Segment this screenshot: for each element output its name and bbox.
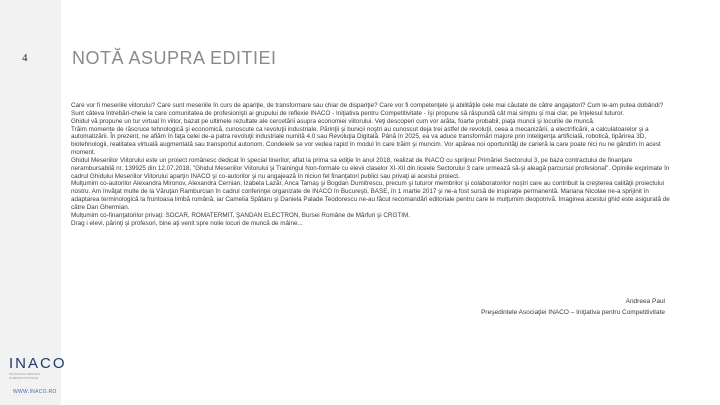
- body-text: [71, 102, 671, 228]
- page-title: NOTĂ ASUPRA EDITIEI: [72, 48, 277, 68]
- logo-tagline: INIŢIATIVA PENTRU COMPETITIVITATE: [9, 372, 41, 380]
- sidebar: [0, 0, 67, 405]
- signature: [481, 296, 665, 318]
- signature-name: Andreea Paul: [625, 298, 665, 305]
- paragraph-project: Ghidul Meseriilor Viitorului este un proiect românesc dedicat în special tinerilor, aflat la prima sa ediţie în anul 2018, realizat de INACO cu sprijinul Primăriei Sectorului 3, pe baza contractului de finanţare nerambursabilă nr. 139925 din 12.07.2018, "Ghidul Meseriilor Viitorului şi Trainingul Non-formale cu elevii claselor XI-XII din liceele Sectorului 3 care urmează să-şi aleagă parcursul profesional". Opiniile exprimate în cadrul Ghidului Meseriilor Viitorului aparţin INACO şi co-autorilor şi nu angajează în niciun fel finanţatori publici sau privaţi ai acestui proiect.: [71, 156, 670, 180]
- paragraph-questions: Care vor fi meseriile viitorului? Care sunt meseriile în curs de apariţie, de transformare sau chiar de dispariţie? Care vor fi competenţele şi abilităţile cele mai căutate de către angajatori? Cum le-am putea dobândi? Sunt câteva întrebări-cheie la care comunitatea de profesionişti ai grupului de reflexie INACO - Iniţiativa pentru Competitivitate - îşi propune să răspundă cât mai simplu şi mai clar, pe înţelesul tuturor.: [71, 102, 664, 117]
- website-link[interactable]: WWW.INACO.RO: [13, 389, 57, 395]
- page-number: 4: [22, 52, 28, 64]
- paragraph-virtual-tour: Ghidul vă propune un tur virtual în viitor, bazat pe ultimele rezultate ale cercetării asupra economiei viitorului. Veţi descoperi cum vor arăta, foarte probabil, piaţa muncii şi locurile de muncă.: [71, 117, 595, 125]
- signature-role: Preşedintele Asociaţiei INACO – Iniţiativa pentru Competitivitate: [481, 309, 665, 316]
- paragraph-cofinancers: Mulţumim co-finanţatorilor privaţi: SOCAR, ROMATERMIT, ŞANDAN ELECTRON, Bursei Române de Mărfuri şi CRGTIM.: [71, 211, 410, 219]
- paragraph-welcome: Drag i elevi, părinţi şi profesori, bine aţi venit spre noile locuri de muncă de mâine...: [71, 219, 303, 227]
- paragraph-thanks: Mulţumim co-autorilor Alexandra Mironov, Alexandra Cernian, Izabela Lazăr, Anca Tamaş şi Bogdan Dumitrescu, precum şi tuturor membrilor şi colaboratorilor noştri care au contribuit la creşterea calităţii proiectului nostru. Am învăţat multe de la Văruţan Ramburcian în cadrul conferinţei organizate de INACO în Bucureşti, BASE, în 1 martie 2017 şi ne-a fost sursă de inspiraţie permanentă. Mariana Nicolae ne-a sprijinit în adaptarea terminologică la fruntoasa limbă română, iar Camelia Spătaru şi Daniela Palade Teodorescu ne-au făcut recomandări editoriale pentru care le mulţumim deopotrivă. Imaginea acestui ghid este asigurată de către Dan Ghermian.: [71, 180, 670, 211]
- paragraph-revolution: Trăim momente de răscruce tehnologică şi economică, cunoscute ca revoluţii industriale. Părinţii şi bunicii noştri au cunoscut deja trei astfel de revoluţii, ceea a mecanizării, a electrificării, a calculatoarelor şi a automatizării. În prezent, ne aflăm în faţa celei de-a patra revoluţii industriale numită 4.0 sau Revoluţia Digitală. Până în 2025, ea va aduce transformări majore prin inteligenţa artificială, robotică, tipărirea 3D, biotehnologii, realitatea virtuală augmentată sau transportul autonom. Condeiele se vor vedea rapid în modul în care trăim şi muncim. Vor apărea noi oportunităţi de carieră la care poate nici nu ne gândim în acest moment.: [71, 125, 661, 157]
- logo-wordmark: INACO: [9, 355, 67, 372]
- inaco-logo: [9, 355, 67, 380]
